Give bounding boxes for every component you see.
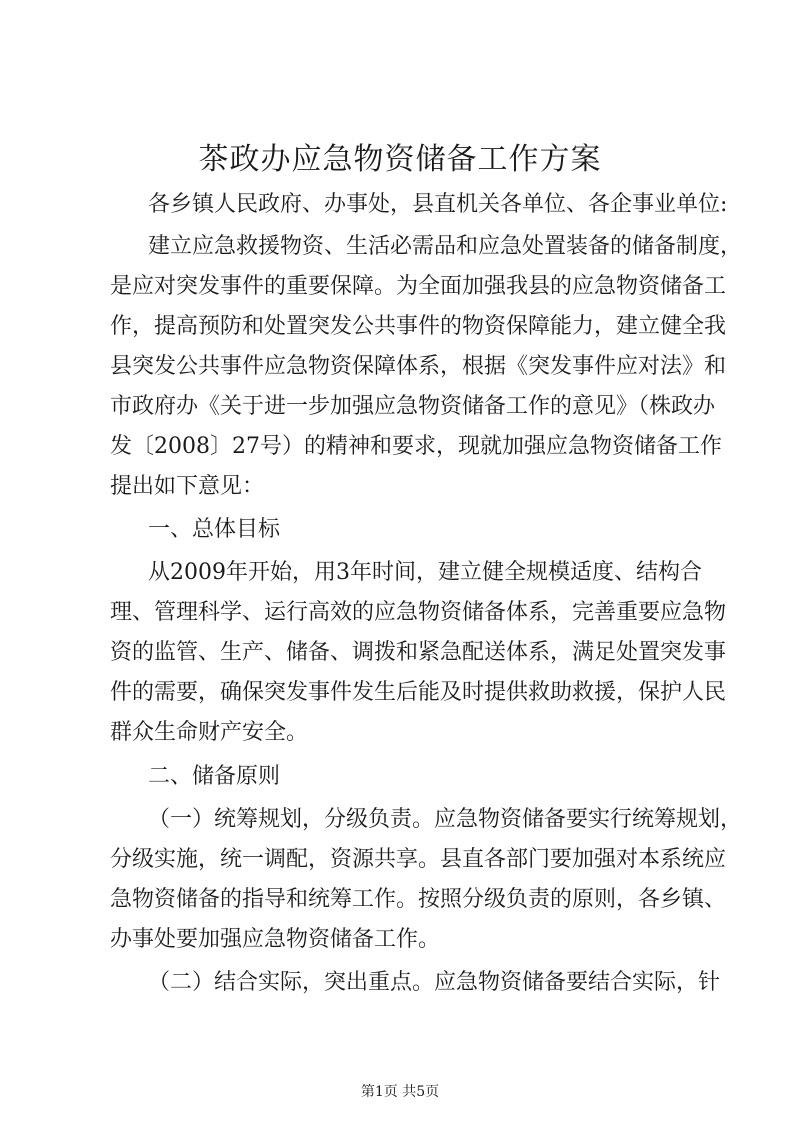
body-line: 市政府办《关于进一步加强应急物资储备工作的意见》（株政办 (110, 394, 716, 419)
body-line: 建立应急救援物资、生活必需品和应急处置装备的储备制度， (148, 234, 743, 259)
body-line: 办事处要加强应急物资储备工作。 (110, 927, 441, 952)
body-line: 发〔2008〕27号）的精神和要求，现就加强应急物资储备工作 (110, 434, 722, 459)
body-line: （二）结合实际，突出重点。应急物资储备要结合实际，针 (148, 970, 721, 995)
body-line: 急物资储备的指导和统筹工作。按照分级负责的原则，各乡镇、 (110, 887, 727, 912)
body-line: 作，提高预防和处置突发公共事件的物资保障能力，建立健全我 (110, 314, 727, 339)
body-line: 是应对突发事件的重要保障。为全面加强我县的应急物资储备工 (110, 274, 727, 299)
body-line: 理、管理科学、运行高效的应急物资储备体系，完善重要应急物 (110, 600, 727, 625)
body-line: 县突发公共事件应急物资保障体系，根据《突发事件应对法》和 (110, 354, 727, 379)
body-line: 资的监管、生产、储备、调拨和紧急配送体系，满足处置突发事 (110, 640, 727, 665)
section-heading: 二、储备原则 (148, 764, 281, 789)
body-line: 件的需要，确保突发事件发生后能及时提供救助救援，保护人民 (110, 680, 727, 705)
body-line: （一）统筹规划，分级负责。应急物资储备要实行统筹规划， (148, 807, 743, 832)
document-title: 茶政办应急物资储备工作方案 (198, 142, 602, 177)
section-heading: 一、总体目标 (148, 517, 281, 542)
body-line: 群众生命财产安全。 (110, 720, 309, 745)
salutation-line: 各乡镇人民政府、办事处，县直机关各单位、各企事业单位: (148, 192, 728, 217)
body-line: 分级实施，统一调配，资源共享。县直各部门要加强对本系统应 (110, 847, 727, 872)
page-number: 第1页 共5页 (360, 1084, 440, 1100)
body-line: 提出如下意见： (110, 474, 265, 499)
body-line: 从2009年开始，用3年时间，建立健全规模适度、结构合 (148, 560, 702, 585)
